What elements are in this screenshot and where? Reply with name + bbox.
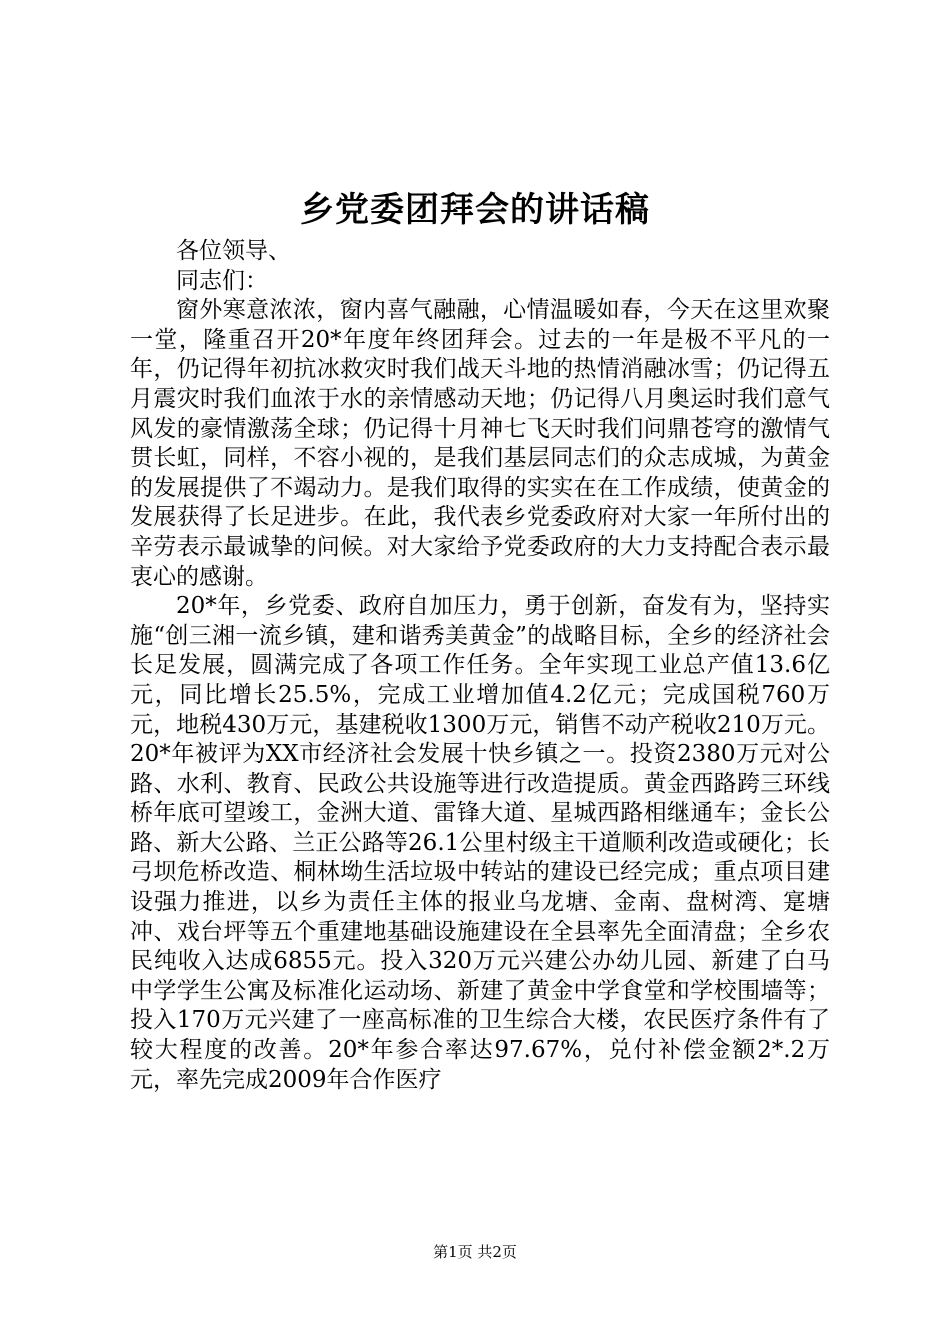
page-number-footer: 第1页 共2页: [433, 1243, 517, 1261]
salutation-comrades: 同志们：: [176, 267, 268, 294]
document-title: 乡党委团拜会的讲话稿: [300, 190, 650, 230]
salutation-leaders: 各位领导、: [176, 238, 291, 264]
paragraph-opening: 窗外寒意浓浓，窗内喜气融融，心情温暖如春，今天在这里欢聚一堂，隆重召开20*年度年终团拜会。过去的一年是极不平凡的一年，仍记得年初抗冰救灾时我们战天斗地的热情消融冰雪；仍记得五月震灾时我们血浓于水的亲情感动天地；仍记得八月奥运时我们意气风发的豪情激荡全球；仍记得十月神七飞天时我们问鼎苍穹的激情气贯长虹，同样，不容小视的，是我们基层同志们的众志成城，为黄金的发展提供了不竭动力。是我们取得的实实在在工作成绩，使黄金的发展获得了长足进步。在此，我代表乡党委政府对大家一年所付出的辛劳表示最诚挚的问候。对大家给予党委政府的大力支持配合表示最衷心的感谢。: [130, 297, 830, 590]
paragraph-achievements: 20*年，乡党委、政府自加压力，勇于创新，奋发有为，坚持实施“创三湘一流乡镇，建和谐秀美黄金”的战略目标，全乡的经济社会长足发展，圆满完成了各项工作任务。全年实现工业总产值13.6亿元，同比增长25.5%，完成工业增加值4.2亿元；完成国税760万元，地税430万元，基建税收1300万元，销售不动产税收210万元。20*年被评为XX市经济社会发展十快乡镇之一。投资2380万元对公路、水利、教育、民政公共设施等进行改造提质。黄金西路跨三环线桥年底可望竣工，金洲大道、雷锋大道、星城西路相继通车；金长公路、新大公路、兰正公路等26.1公里村级主干道顺利改造或硬化；长弓坝危桥改造、桐林坳生活垃圾中转站的建设已经完成；重点项目建设强力推进，以乡为责任主体的报业乌龙塘、金南、盘树湾、寔塘冲、戏台坪等五个重建地基础设施建设在全县率先全面清盘；全乡农民纯收入达成6855元。投入320万元兴建公办幼儿园、新建了白马中学学生公寓及标准化运动场、新建了黄金中学食堂和学校围墙等；投入170万元兴建了一座高标准的卫生综合大楼，农民医疗条件有了较大程度的改善。20*年参合率达97.67%，兑付补偿金额2*.2万元，率先完成2009年合作医疗: [130, 593, 830, 1093]
document-body: [130, 237, 830, 1095]
